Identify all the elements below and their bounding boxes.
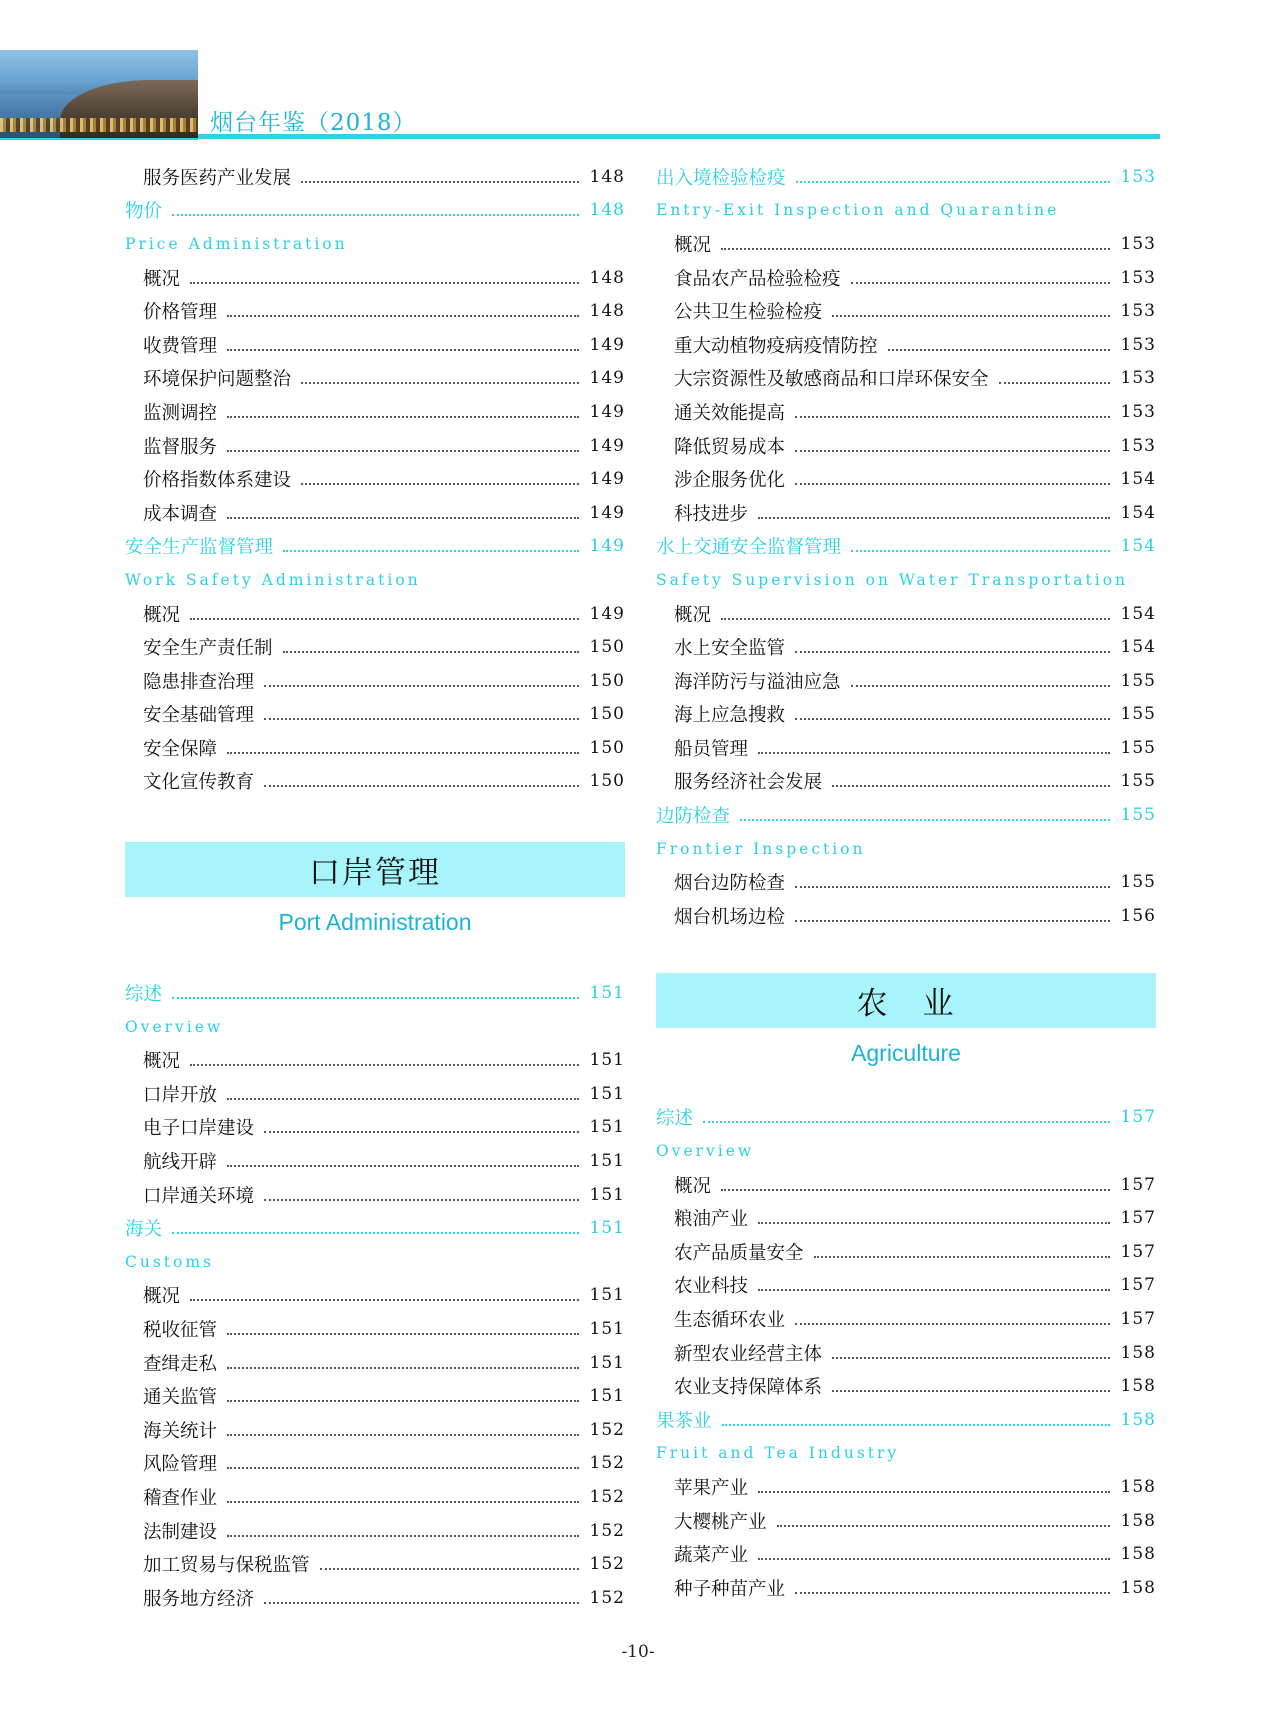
toc-entry[interactable]: 水上安全监管 154 (674, 637, 1156, 660)
toc-entry[interactable]: 农业支持保障体系 158 (674, 1376, 1156, 1399)
toc-entry[interactable]: 农产品质量安全 157 (674, 1241, 1156, 1264)
toc-entry[interactable]: 概况 151 (143, 1050, 625, 1073)
toc-entry[interactable]: 收费管理 149 (143, 334, 625, 357)
toc-entry[interactable]: 监督服务 149 (143, 435, 625, 458)
toc-entry[interactable]: 航线开辟 151 (143, 1151, 625, 1174)
toc-column-right (656, 160, 1156, 1605)
toc-section-en: Overview (656, 1142, 755, 1161)
toc-entry[interactable]: 烟台边防检查 155 (674, 872, 1156, 895)
toc-entry[interactable]: 降低贸易成本 153 (674, 435, 1156, 458)
toc-entry[interactable]: 概况 153 (674, 233, 1156, 256)
toc-entry[interactable]: 苹果产业 158 (674, 1476, 1156, 1499)
toc-section-customs[interactable]: 海关 151 (125, 1218, 625, 1241)
toc-section-overview[interactable]: 综述 157 (656, 1107, 1156, 1130)
toc-entry[interactable]: 电子口岸建设 151 (143, 1117, 625, 1140)
toc-entry[interactable]: 科技进步 154 (674, 502, 1156, 525)
toc-section-en: Customs (125, 1252, 215, 1271)
toc-entry[interactable]: 风险管理 152 (143, 1453, 625, 1476)
toc-entry[interactable]: 新型农业经营主体 158 (674, 1342, 1156, 1365)
toc-entry[interactable]: 监测调控 149 (143, 401, 625, 424)
toc-entry[interactable]: 服务医药产业发展 148 (143, 166, 625, 189)
toc-entry[interactable]: 烟台机场边检 156 (674, 905, 1156, 928)
toc-entry[interactable]: 文化宣传教育 150 (143, 771, 625, 794)
toc-entry[interactable]: 加工贸易与保税监管 152 (143, 1554, 625, 1577)
toc-entry[interactable]: 概况 149 (143, 603, 625, 626)
toc-entry[interactable]: 海洋防污与溢油应急 155 (674, 670, 1156, 693)
toc-entry[interactable]: 蔬菜产业 158 (674, 1544, 1156, 1567)
toc-entry[interactable]: 种子种苗产业 158 (674, 1577, 1156, 1600)
toc-entry[interactable]: 环境保护问题整治 149 (143, 368, 625, 391)
toc-section-inspection[interactable]: 出入境检验检疫 153 (656, 166, 1156, 189)
toc-entry[interactable]: 查缉走私 151 (143, 1352, 625, 1375)
toc-entry[interactable]: 大樱桃产业 158 (674, 1510, 1156, 1533)
toc-entry[interactable]: 农业科技 157 (674, 1275, 1156, 1298)
toc-entry[interactable]: 重大动植物疫病疫情防控 153 (674, 334, 1156, 357)
city-night-photo (0, 50, 198, 138)
toc-section-en: Work Safety Administration (125, 570, 421, 589)
toc-section-water[interactable]: 水上交通安全监督管理 154 (656, 536, 1156, 559)
toc-section-safety[interactable]: 安全生产监督管理 149 (125, 536, 625, 559)
toc-entry[interactable]: 成本调查 149 (143, 502, 625, 525)
toc-section-en: Price Administration (125, 234, 348, 253)
toc-entry[interactable]: 服务经济社会发展 155 (674, 771, 1156, 794)
toc-entry[interactable]: 通关效能提高 153 (674, 401, 1156, 424)
chapter-heading-port: 口岸管理 (125, 842, 625, 897)
toc-section-fruit[interactable]: 果茶业 158 (656, 1409, 1156, 1432)
toc-section-frontier[interactable]: 边防检查 155 (656, 805, 1156, 828)
toc-section-en: Entry-Exit Inspection and Quarantine (656, 201, 1060, 220)
chapter-heading-agriculture-en: Agriculture (851, 1039, 961, 1066)
toc-entry[interactable]: 安全生产责任制 150 (143, 637, 625, 660)
toc-section-en: Frontier Inspection (656, 839, 866, 858)
toc-entry[interactable]: 隐患排查治理 150 (143, 670, 625, 693)
toc-entry[interactable]: 服务地方经济 152 (143, 1587, 625, 1610)
toc-section-en: Fruit and Tea Industry (656, 1444, 900, 1463)
toc-entry[interactable]: 概况 154 (674, 603, 1156, 626)
toc-entry[interactable]: 公共卫生检验检疫 153 (674, 301, 1156, 324)
toc-entry[interactable]: 口岸通关环境 151 (143, 1184, 625, 1207)
toc-entry[interactable]: 安全基础管理 150 (143, 704, 625, 727)
toc-entry[interactable]: 概况 148 (143, 267, 625, 290)
toc-entry[interactable]: 通关监管 151 (143, 1386, 625, 1409)
toc-entry[interactable]: 海关统计 152 (143, 1419, 625, 1442)
toc-entry[interactable]: 船员管理 155 (674, 737, 1156, 760)
header-rule-left (0, 138, 198, 140)
toc-entry[interactable]: 稽查作业 152 (143, 1486, 625, 1509)
toc-entry[interactable]: 海上应急搜救 155 (674, 704, 1156, 727)
toc-entry[interactable]: 概况 151 (143, 1285, 625, 1308)
toc-entry[interactable]: 价格管理 148 (143, 301, 625, 324)
page-number: -10- (621, 1642, 655, 1662)
toc-entry[interactable]: 大宗资源性及敏感商品和口岸环保安全 153 (674, 368, 1156, 391)
toc-entry[interactable]: 价格指数体系建设 149 (143, 469, 625, 492)
toc-entry[interactable]: 口岸开放 151 (143, 1083, 625, 1106)
toc-entry[interactable]: 生态循环农业 157 (674, 1309, 1156, 1332)
toc-entry[interactable]: 概况 157 (674, 1174, 1156, 1197)
chapter-heading-agriculture: 农 业 (656, 973, 1156, 1028)
toc-section-price[interactable]: 物价 148 (125, 200, 625, 223)
toc-entry[interactable]: 税收征管 151 (143, 1319, 625, 1342)
toc-section-en: Overview (125, 1017, 224, 1036)
toc-entry[interactable]: 食品农产品检验检疫 153 (674, 267, 1156, 290)
yearbook-title: 烟台年鉴（2018） (210, 110, 417, 136)
toc-section-overview[interactable]: 综述 151 (125, 983, 625, 1006)
page-header (0, 0, 1160, 140)
toc-section-en: Safety Supervision on Water Transportation (656, 570, 1129, 589)
toc-entry[interactable]: 法制建设 152 (143, 1520, 625, 1543)
toc-entry[interactable]: 安全保障 150 (143, 737, 625, 760)
toc-entry[interactable]: 粮油产业 157 (674, 1208, 1156, 1231)
toc-column-left (125, 160, 625, 1615)
toc-entry[interactable]: 涉企服务优化 154 (674, 469, 1156, 492)
chapter-heading-port-en: Port Administration (278, 909, 472, 936)
